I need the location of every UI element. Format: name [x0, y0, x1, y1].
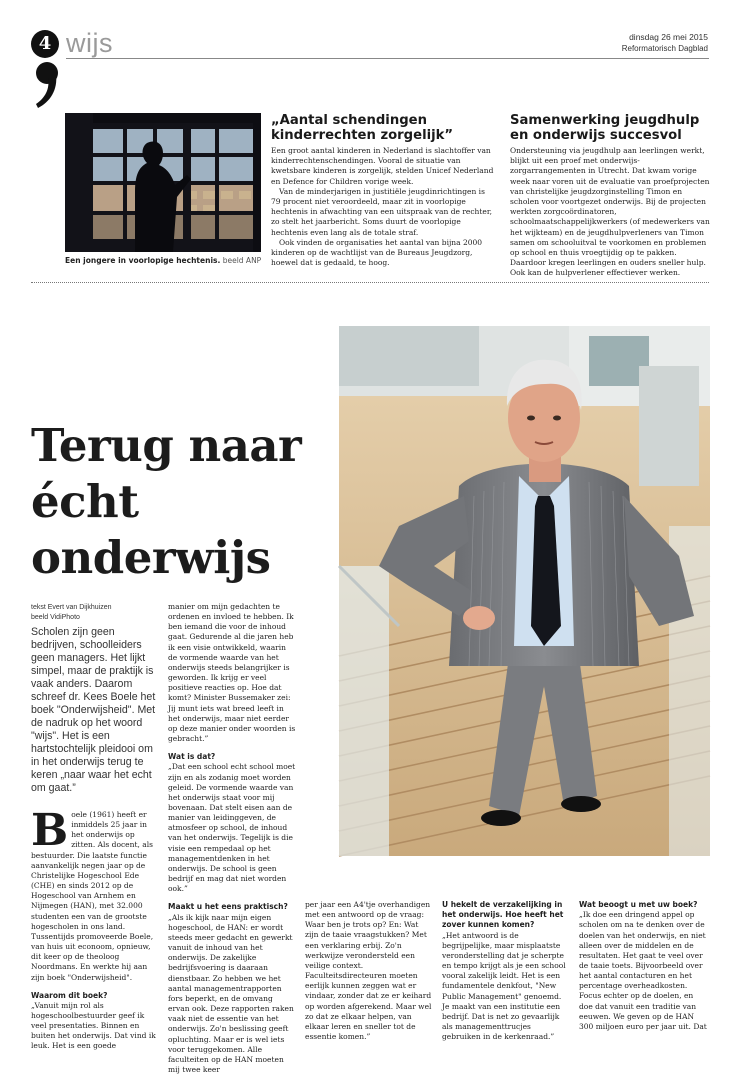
photo-caption [65, 255, 261, 266]
page-number: 4 [31, 30, 59, 58]
credit-photo: beeld VidiPhoto [31, 614, 80, 621]
article-headline: Terug naar écht onderwijs [31, 419, 302, 584]
brief-paragraph: Een groot aantal kinderen in Nederland is slachtoffer van kinderrechtenschendingen. Vooral de situatie van kwetsbare kinderen is zorgelijk, stelden Unicef Nederland en Defence for Children vorige week. [271, 146, 494, 186]
brief-paragraph: Ook vinden de organisaties het aantal van bijna 2000 kinderen op de wachtlijst van de Bureaus Jeugdzorg, hoewel dat is gedaald, te hoog. [271, 237, 483, 268]
comma-logo-icon [34, 62, 60, 108]
answer: „Als ik kijk naar mijn eigen hogeschool, de HAN: er wordt steeds meer gedacht en gewerkt vanuit de inhoud van het onderwijs. De zakelijke bedrijfsvoering is daaraan dienstbaar. Zo hebben we het aantal managementrapporten fors beperkt, en de omvang ervan ook. Deze rapporten raken vaak niet de essentie van het onderwijs. Zo'n beslissing geeft opluchting. Maar er is wel iets voor teruggekomen. Alle faculteiten op de HAN moeten mij twee keer [168, 912, 294, 1074]
brief-paragraph: Van de minderjarigen in justitiële jeugdinrichtingen is 79 procent niet veroordeeld, maar zit in voorlopige hechtenis in afwachting van een uitspraak van de rechter, zo stelt het jaarbericht. Soms duurt de voorlopige hechtenis even lang als de totale straf. [271, 186, 492, 237]
article-column-2 [168, 602, 296, 1075]
question: Wat is dat? [168, 752, 216, 762]
credit-text: tekst Evert van Dijkhuizen [31, 604, 112, 611]
answer: „Dat een school echt school moet zijn en als zodanig moet worden geleid. De vormende waarde van het onderwijs staat voor mij bovenaan. Dat stelt eisen aan de manier van leidinggeven, de atmosfeer op school, de inhoud van het onderwijs. Tegelijk is die visie een rempedaal op het managementdenken in het onderwijs. De school is geen bedrijf en mag dat niet worden ook.” [168, 762, 296, 894]
news-brief-youth-care [510, 113, 710, 279]
brief-title: „Aantal schendingen kinderrechten zorgelijk” [271, 113, 454, 143]
news-brief-rights [271, 113, 496, 268]
article-column-1 [31, 805, 159, 1052]
article-intro: Scholen zijn geen bedrijven, schoolleiders geen managers. Het lijkt simpel, maar de praktijk is vaak anders. Daarom schreef dr. Kees Boele het boek "Onderwijsheid". Met de nadruk op het woord "wijs". Het is een hartstochtelijk pleidooi om in het onderwijs terug te keren „naar waar het echt om gaat.” [31, 626, 156, 794]
newspaper-name: Reformatorisch Dagblad [621, 44, 708, 53]
article-column-4 [442, 900, 570, 1042]
section-title: wijs [66, 28, 113, 58]
brief-title: Samenwerking jeugdhulp en onderwijs succesvol [510, 113, 700, 143]
date-text: dinsdag 26 mei 2015 [629, 32, 708, 42]
article-credits [31, 603, 112, 623]
answer: „Het antwoord is de begrijpelijke, maar misplaatste veronderstelling dat je scherpte en tempo krijgt als je een school vooral zakelijk leidt. Het is een fundamentele denkfout, "New Public Management" genoemd. Je maakt van een institutie een bedrijf. Dat is net zo gevaarlijk als managementtrucjes gebruiken in de kerkenraad.” [442, 930, 566, 1042]
article-column-3 [305, 900, 433, 1042]
portrait-photo [339, 326, 710, 856]
detention-photo [65, 113, 261, 252]
brief-paragraph: Ondersteuning via jeugdhulp aan leerlingen werkt, blijkt uit een proef met onderwijs-zorgarrangementen in Utrecht. Dat kwam vorige week naar voren uit de evaluatie van proefprojecten van christelijke jeugdzorginstelling Timon en scholen voor voortgezet onderwijs. Bij de projecten werkten zorgcoördinatoren, schoolmaatschappelijkwerkers (of medewerkers van het wijkteam) en de jeugdhulpverleners van Timon samen om schooluitval te voorkomen en problemen op school en thuis vroegtijdig op te pakken. Daardoor kregen leerlingen en ouders sneller hulp. Ook kan de hulpverlener effectiever werken. [510, 146, 710, 278]
question: Maakt u het eens praktisch? [168, 902, 288, 912]
question: Wat beoogt u met uw boek? [579, 900, 698, 909]
caption-text: Een jongere in voorlopige hechtenis. [65, 256, 221, 265]
body-text: per jaar een A4'tje overhandigen met een antwoord op de vraag: Waar ben je trots op? En: Wat zijn de taaie vraagstukken? Met een verklaring erbij. Zo'n werkwijze verondersteld een veilige context. Faculteitsdirecteuren moeten eerlijk kunnen zeggen wat er vindaar, zonder dat ze er keihard op worden afgerekend. Maar wel zo dat ze elkaar helpen, van elkaar leren en sneller tot de essentie komen.” [305, 900, 432, 1042]
answer: „Ik doe een dringend appel op scholen om na te denken over de doelen van het onderwijs, en niet alleen over de middelen en de resultaten. Het gaat te veel over de taaie toets. Bijvoorbeeld over het aantal contacturen en het percentage overheadkosten. Focus echter op de doelen, en doe dat vanuit een traditie van eeuwen. We geven op de HAN 300 miljoen euro per jaar uit. Dat [579, 910, 707, 1031]
dropcap: B [31, 805, 69, 856]
body-text: manier om mijn gedachten te ordenen en invloed te hebben. Ik ben iemand die voor de inhoud gaat. Gedurende al die jaren heb ik een visie ontwikkeld, waarin de vormende waarde van het onderwijs steeds belangrijker is geworden. Ik krijg er veel positieve reacties op. Hoe dat komt? Minister Bussemaker zei: Jij munt iets wat breed leeft in het onderwijs, maar niet eerder op deze manier onder woorden is gebracht.” [168, 602, 296, 744]
section-divider [31, 282, 709, 283]
header-rule [66, 58, 709, 59]
dateline [622, 32, 708, 54]
question: U hekelt de verzakelijking in het onderwijs. Hoe heeft het zover kunnen komen? [442, 900, 564, 930]
caption-credit: beeld ANP [222, 256, 262, 265]
body-text: oele (1961) heeft er inmiddels 25 jaar in het onderwijs op zitten. Als docent, als bestuurder. Die laatste functie aanvankelijk negen jaar op de Christelijke Hogeschool Ede (CHE) en sinds 2012 op de Hogeschool van Arnhem en Nijmegen (HAN), met 32.000 studenten een van de grootste hogescholen in ons land. Tussentijds promoveerde Boele, van huis uit econoom, opnieuw, dit keer op de theoloog Noordmans. En werkte hij aan zijn boek "Onderwijsheid". [31, 810, 154, 982]
article-column-5 [579, 900, 707, 1032]
answer: „Vanuit mijn rol als hogeschoolbestuurder geef ik veel presentaties. Binnen en buiten het onderwijs. Dat vind ik leuk. Het is een goede [31, 1000, 156, 1051]
question: Waarom dit boek? [31, 990, 108, 1000]
